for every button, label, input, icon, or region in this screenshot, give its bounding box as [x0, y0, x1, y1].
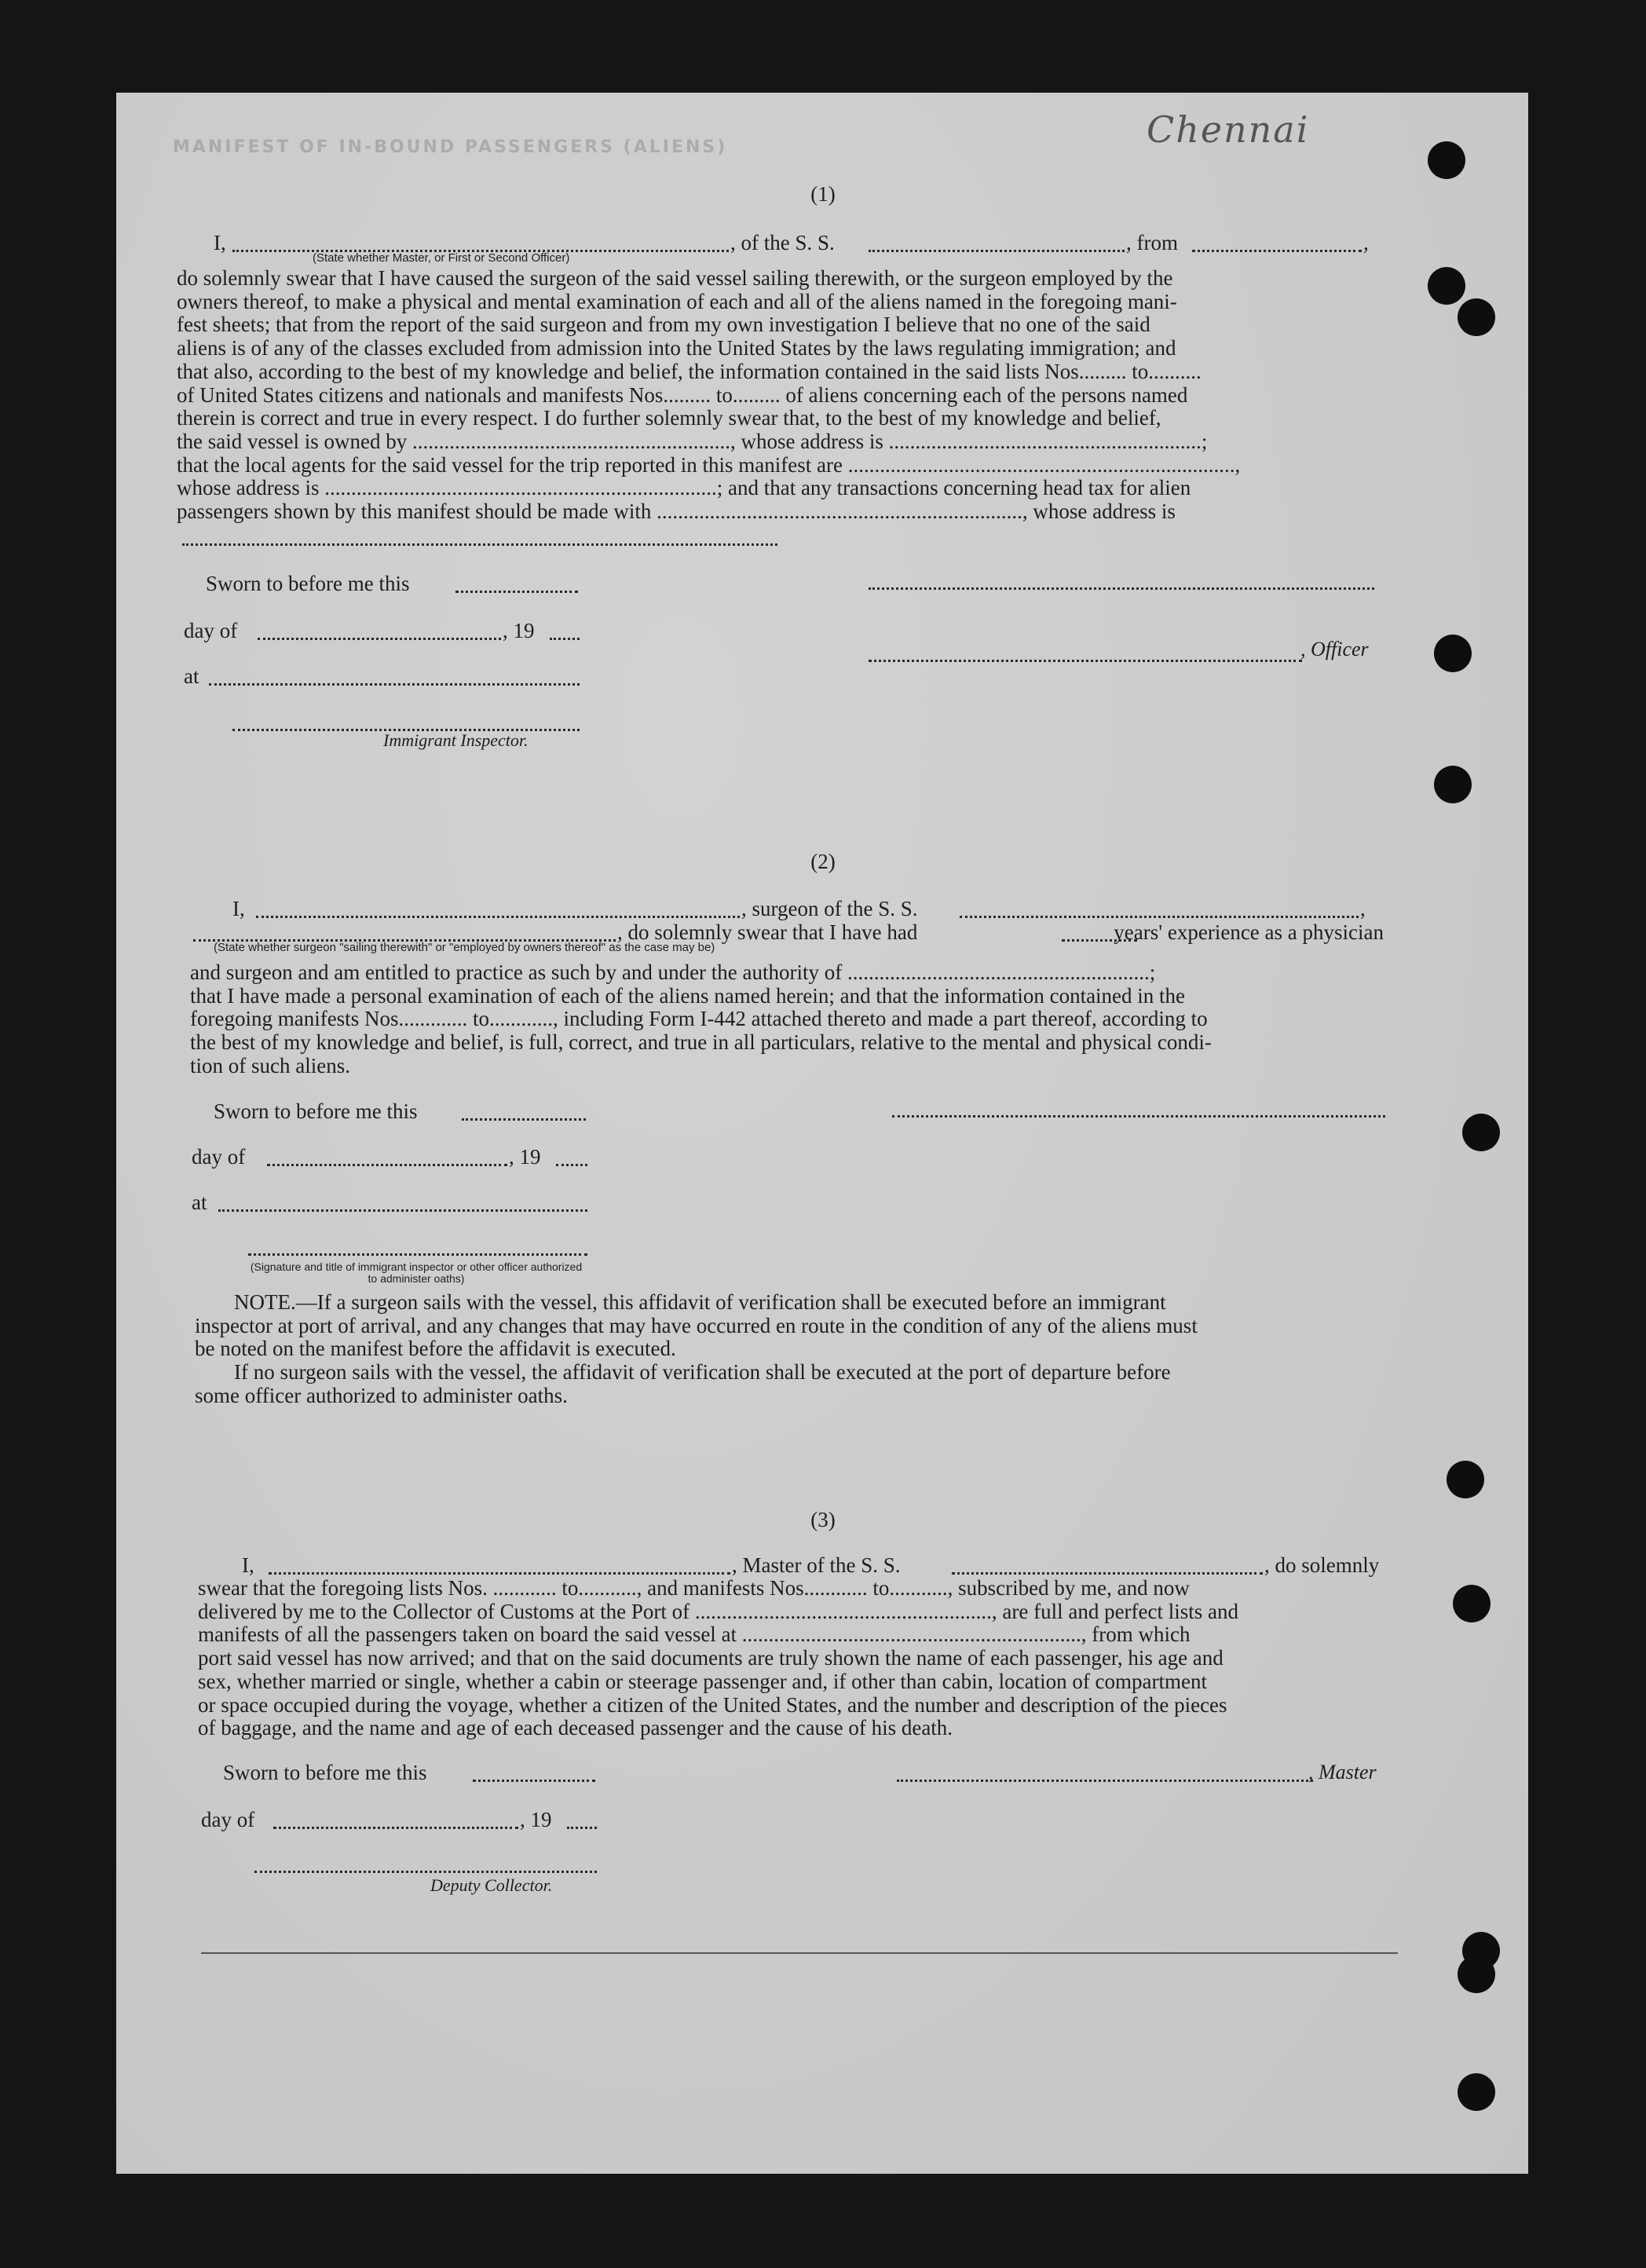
s2-note: (State whether surgeon "sailing therewith" or "employed by owners thereof" as the case may be): [214, 941, 715, 954]
margin-note: Chennai: [1147, 108, 1310, 151]
s2-signature-line: [892, 1115, 1385, 1118]
s1-body-line: passengers shown by this manifest should be made with ....................................................................., whose address is: [177, 499, 1176, 524]
s3-day-of: day of: [201, 1808, 255, 1831]
s3-sworn-line: [473, 1780, 595, 1782]
s1-signature-line: [869, 587, 1374, 590]
s3-body: [198, 1577, 1395, 1740]
s1-body-line: whose address is ..........................................................................; and that any transactions concerning head tax for alien: [177, 476, 1191, 500]
s2-day-line: [267, 1164, 507, 1166]
s3-ship-line: [952, 1572, 1263, 1575]
s1-body-line: the said vessel is owned by ............................................................, whose address is ...........................................................;: [177, 429, 1208, 453]
punch-hole: [1458, 1955, 1495, 1993]
s2-surgeon: , surgeon of the S. S.: [741, 897, 918, 920]
s2-body-line: the best of my knowledge and belief, is full, correct, and true in all particulars, relative to the mental and physical condi-: [190, 1030, 1212, 1055]
s2-ship-line: [960, 916, 1359, 918]
s1-of-ss: , of the S. S.: [730, 231, 835, 254]
s1-body-line: of United States citizens and nationals and manifests Nos......... to......... of aliens concerning each of the persons named: [177, 382, 1188, 407]
s2-body-line: tion of such aliens.: [190, 1053, 350, 1077]
s1-i: I,: [214, 231, 226, 254]
s1-body-line: that the local agents for the said vessel for the trip reported in this manifest are .........................................................................,: [177, 452, 1241, 477]
note-line: some officer authorized to administer oaths.: [195, 1383, 568, 1407]
punch-hole: [1428, 141, 1465, 179]
s2-day-of: day of: [192, 1145, 246, 1169]
s2-year: , 19: [509, 1145, 541, 1169]
s2-body-line: that I have made a personal examination of each of the aliens named herein; and that the information contained in the: [190, 983, 1186, 1008]
s2-comma: ,: [1360, 897, 1366, 920]
s3-master-label: , Master: [1308, 1761, 1377, 1783]
bleed-through-text: MANIFEST OF IN-BOUND PASSENGERS (ALIENS): [173, 137, 728, 157]
s2-body-line: and surgeon and am entitled to practice as such by and under the authority of .........................................................;: [190, 960, 1156, 984]
s1-ship-line: [869, 250, 1125, 252]
s1-body-line: therein is correct and true in every respect. I do further solemnly swear that, to the best of my knowledge and belief,: [177, 406, 1161, 430]
s2-i: I,: [232, 897, 245, 920]
section-2-heading: (2): [810, 850, 836, 873]
s1-body-line: owners thereof, to make a physical and mental examination of each and all of the aliens named in the foregoing mani-: [177, 289, 1177, 313]
s2-note-para: [195, 1291, 1390, 1408]
note-line: be noted on the manifest before the affidavit is executed.: [195, 1337, 676, 1361]
s1-body-line: aliens is of any of the classes excluded from admission into the United States by the laws regulating immigration; and: [177, 336, 1176, 360]
s3-body-line: sex, whether married or single, whether a cabin or steerage passenger and, if other than cabin, location of compartment: [198, 1669, 1208, 1693]
s1-officer-label: , Officer: [1300, 638, 1369, 660]
s3-body-line: port said vessel has now arrived; and that on the said documents are truly shown the name of each passenger, his age and: [198, 1646, 1224, 1670]
s3-day-line: [273, 1827, 518, 1829]
s3-body-line: of baggage, and the name and age of each deceased passenger and the cause of his death.: [198, 1716, 953, 1740]
punch-hole: [1434, 766, 1472, 803]
s3-year: , 19: [520, 1808, 552, 1831]
s2-sig-note: (Signature and title of immigrant inspector or other officer authorized to administer oaths): [250, 1260, 583, 1285]
s3-deputy-line: [254, 1871, 597, 1873]
s3-sworn: Sworn to before me this: [223, 1761, 427, 1784]
s1-sworn-line: [455, 591, 578, 593]
s3-deputy-label: Deputy Collector.: [430, 1875, 553, 1895]
bottom-rule: [201, 1952, 1398, 1954]
s1-from-line: [1192, 250, 1362, 252]
punch-hole: [1434, 635, 1472, 672]
s3-year-line: [567, 1827, 597, 1829]
punch-hole: [1428, 267, 1465, 305]
s1-inspector-label: Immigrant Inspector.: [383, 730, 529, 750]
s1-from: , from: [1126, 231, 1178, 254]
s2-at: at: [192, 1191, 207, 1214]
s3-body-line: manifests of all the passengers taken on board the said vessel at ................................................................, from which: [198, 1622, 1191, 1647]
s1-officer-line: [869, 660, 1302, 662]
punch-hole: [1458, 2073, 1495, 2111]
note-line: inspector at port of arrival, and any changes that may have occurred en route in the condition of any of the aliens must: [195, 1313, 1198, 1337]
s2-sworn-line: [462, 1118, 586, 1121]
s1-note: (State whether Master, or First or Second Officer): [313, 251, 570, 265]
s2-name-line: [256, 916, 740, 918]
s1-sworn: Sworn to before me this: [206, 572, 410, 595]
s2-body: [190, 961, 1385, 1078]
s3-i: I,: [242, 1553, 254, 1577]
section-3-heading: (3): [810, 1508, 836, 1531]
s1-body-line: do solemnly swear that I have caused the surgeon of the said vessel sailing therewith, or the surgeon employed by the: [177, 266, 1173, 290]
s3-solemnly: , do solemnly: [1264, 1553, 1380, 1577]
s2-body-line: foregoing manifests Nos............. to............, including Form I-442 attached thereto and made a part thereof, according to: [190, 1007, 1208, 1031]
s2-inspector-line: [248, 1253, 587, 1256]
s1-body-line: that also, according to the best of my knowledge and belief, the information contained in the said lists Nos......... to..........: [177, 359, 1202, 383]
note-line: If no surgeon sails with the vessel, the affidavit of verification shall be executed at the port of departure before: [234, 1360, 1171, 1385]
punch-hole: [1447, 1461, 1484, 1498]
s1-at: at: [184, 664, 199, 688]
s1-comma: ,: [1363, 231, 1369, 254]
s3-body-line: delivered by me to the Collector of Customs at the Port of ........................................................, are full and perfect lists and: [198, 1599, 1239, 1623]
s3-signature-line: [897, 1780, 1313, 1782]
section-1-heading: (1): [810, 182, 836, 206]
s3-body-line: or space occupied during the voyage, whether a citizen of the United States, and the number and description of the pieces: [198, 1692, 1227, 1717]
s2-at-line: [218, 1209, 587, 1212]
punch-hole: [1453, 1585, 1491, 1622]
note-line: NOTE.—If a surgeon sails with the vessel, this affidavit of verification shall be executed before an immigrant: [234, 1290, 1166, 1314]
s1-year: , 19: [503, 619, 535, 642]
s3-master-of: , Master of the S. S.: [732, 1553, 901, 1577]
s3-body-line: swear that the foregoing lists Nos. ............ to..........., and manifests Nos............ to..........., subscribed by me, and now: [198, 1576, 1190, 1600]
punch-hole: [1458, 298, 1495, 336]
s1-body: [177, 267, 1372, 524]
s1-day-line: [258, 638, 501, 640]
s1-year-line: [550, 638, 580, 640]
s1-day-of: day of: [184, 619, 238, 642]
s3-name-line: [269, 1572, 730, 1575]
s2-sworn: Sworn to before me this: [214, 1099, 418, 1123]
s1-at-line: [209, 683, 580, 686]
s1-address-line: [182, 543, 777, 546]
s2-swear: , do solemnly swear that I have had: [617, 920, 918, 944]
s2-year-line: [556, 1164, 587, 1166]
s1-body-line: fest sheets; that from the report of the said surgeon and from my own investigation I believe that no one of the said: [177, 313, 1150, 337]
s2-years: years' experience as a physician: [1114, 920, 1384, 944]
punch-hole: [1462, 1114, 1500, 1151]
